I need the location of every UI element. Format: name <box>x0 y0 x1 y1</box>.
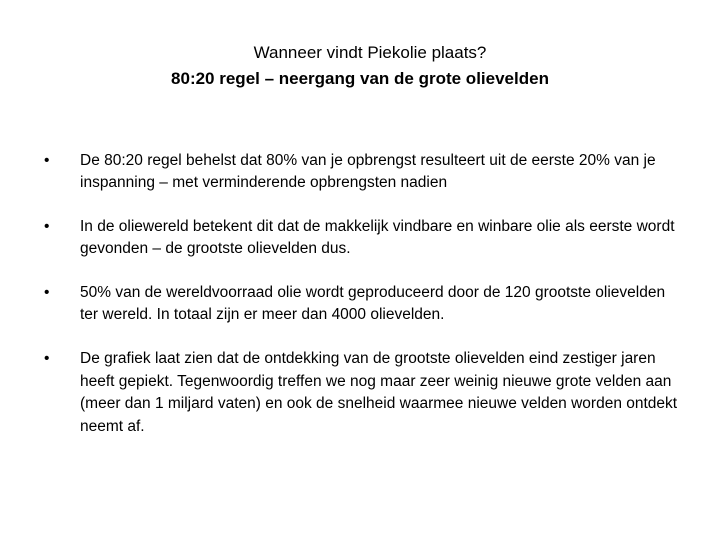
bullet-icon: • <box>44 152 50 169</box>
bullet-icon: • <box>44 284 50 301</box>
bullet-list <box>44 150 684 460</box>
bullet-text: De 80:20 regel behelst dat 80% van je opbrengst resulteert uit de eerste 20% van je inspanning – met verminderende opbrengsten nadien <box>80 152 656 191</box>
bullet-item <box>44 282 684 326</box>
title-subtitle: 80:20 regel – neergang van de grote olievelden <box>171 69 549 88</box>
bullet-item <box>44 150 684 194</box>
bullet-icon: • <box>44 218 50 235</box>
bullet-item <box>44 216 684 260</box>
title-question: Wanneer vindt Piekolie plaats? <box>253 43 487 62</box>
bullet-text: In de oliewereld betekent dit dat de makkelijk vindbare en winbare olie als eerste wordt gevonden – de grootste olievelden dus. <box>80 218 675 257</box>
slide-title <box>0 40 720 92</box>
bullet-text: De grafiek laat zien dat de ontdekking van de grootste olievelden eind zestiger jaren heeft gepiekt. Tegenwoordig treffen we nog maar zeer weinig nieuwe grote velden aan (meer dan 1 miljard vaten) en ook de snelheid waarmee nieuwe velden worden ontdekt neemt af. <box>80 350 678 435</box>
bullet-icon: • <box>44 350 50 367</box>
bullet-text: 50% van de wereldvoorraad olie wordt geproduceerd door de 120 grootste olievelden ter wereld. In totaal zijn er meer dan 4000 olievelden. <box>80 284 666 323</box>
bullet-item <box>44 348 684 438</box>
